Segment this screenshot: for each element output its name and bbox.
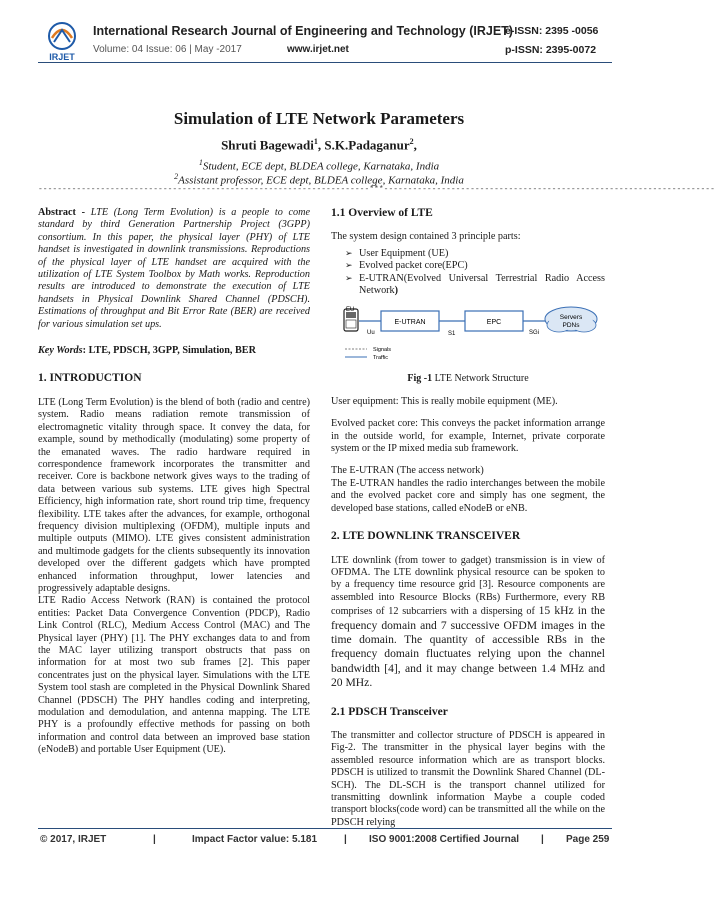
footer-separator: |: [541, 834, 544, 845]
list-item-close: ): [394, 285, 399, 297]
abstract-text: LTE (Long Term Evolution) is a people to come standard by third Generation Partnership Project (3GPP) consortium. In this paper, the physical layer (PHY) of LTE handset is investigated in downlink transmissions. Reproductions of the physical layer of LTE handset are acquired with the utilization of LTE System Toolbox by Math works. Reproduction results are introduced to demonstrate the execution of LTE handsets in Physical Downlink Shared Channel (PDSCH). Estimations of throughput and Bit Error Rate (BER) are received for various simulation set ups.: [38, 207, 310, 330]
footer-copyright: © 2017, IRJET: [40, 834, 107, 845]
component-list: [331, 248, 605, 298]
eutran-title: The E-UTRAN (The access network): [331, 465, 484, 477]
figure-caption: [331, 373, 605, 385]
uu-label: Uu: [367, 330, 375, 337]
e-issn: e-ISSN: 2395 -0056: [505, 25, 599, 37]
figure-caption-text: LTE Network Structure: [432, 373, 529, 385]
figure-caption-label: Fig -1: [407, 373, 433, 385]
logo-wordmark: IRJET: [49, 52, 75, 62]
affiliation-1: [0, 158, 638, 173]
legend-signals: Signals: [373, 347, 392, 354]
epc-description: Evolved packet core: This conveys the packet information arrange in the outside world, for example, Internet, private corporate system or the IP mixed media sub framework.: [331, 418, 605, 455]
eutran-description: The E-UTRAN handles the radio interchanges between the mobile and the evolved packet core and simply has one segment, the developed base stations, called eNodeB or eNB.: [331, 477, 605, 514]
lte-network-figure: [331, 305, 605, 371]
overview-intro: The system design contained 3 principle parts:: [331, 231, 521, 243]
footer-impact-factor: Impact Factor value: 5.181: [192, 834, 318, 845]
author-sep: ,: [317, 137, 325, 153]
eutran-label: E-UTRAN: [394, 319, 426, 327]
transceiver-paragraph: [331, 555, 605, 691]
keywords-label: Key Words: [38, 345, 83, 357]
pdsch-paragraph: The transmitter and collector structure of PDSCH is appeared in Fig-2. The transmitter in the physical layer begins with the assembled resource information which are as transport blocks. PDSCH is utilized to transmit the Downlink Shared Channel (DL-SCH). The DL-SCH is the transport channel utilized for transmitting downlink information Maybe a couple coded transport blocks(code word) can be transmitted all the while on the PDSCH relying: [331, 729, 605, 828]
author-tail: ,: [413, 137, 417, 153]
abstract: [38, 207, 310, 331]
list-item: [347, 273, 605, 298]
pdns-label: PDNs: [562, 322, 580, 330]
network-diagram: [331, 305, 605, 371]
sgi-label: SGi: [529, 330, 540, 337]
affiliation-2-text: Assistant professor, ECE dept, BLDEA college, Karnataka, India: [178, 174, 464, 187]
servers-label: Servers: [559, 314, 583, 322]
affiliation-2-mark: 2: [174, 172, 179, 181]
footer-page-number: Page 259: [566, 834, 610, 845]
intro-paragraph-2: LTE Radio Access Network (RAN) is contained the protocol entities: Packet Data Convergence Convention (PDCP), Radio Link Control (RLC), Medium Access Control (MAC) and The Physical layer (PHY) [1]. The PHY exchanges data to and from the MAC layer utilizing transport obstructs that pass on information for at most two sub frames [2]. This paper concentrates just on the physical layer. Simulations with the LTE System tool stash are completed in the Physical Downlink Shared Channel (PDSCH) The PHY handles coding and interpreting, modulation and demodulation, and antenna mapping. The LTE PHY is a profoundly effective methods for passing on both information and control data between an improved base station (eNodeB) and portable User Equipment (UE).: [38, 595, 310, 756]
s1-label: S1: [448, 331, 456, 338]
footer-separator: |: [153, 834, 156, 845]
overview-heading: 1.1 Overview of LTE: [331, 207, 433, 219]
paper-title: Simulation of LTE Network Parameters: [173, 109, 465, 128]
transceiver-text-a: LTE downlink (from tower to gadget) transmission is in view of OFDMA. The LTE downlink physical resource can be spoken to by a frequency time resource grid [3]. Resource components are assembled into Resource Blocks (RBs) Furthermore, every RB comprises of 12 subcarriers with a dispersing of: [331, 554, 605, 618]
legend-traffic: Traffic: [373, 355, 388, 362]
epc-label: EPC: [486, 319, 502, 327]
footer-iso: ISO 9001:2008 Certified Journal: [369, 834, 520, 845]
list-item: ➢ User Equipment (UE): [347, 248, 605, 260]
ue-description: User equipment: This is really mobile equipment (ME).: [331, 395, 558, 407]
author-2-mark: 2: [409, 137, 414, 146]
section-separator: ---------------------------------------------------------------------***---------------------------------------------------------------------: [38, 185, 715, 194]
transceiver-heading: 2. LTE DOWNLINK TRANSCEIVER: [331, 530, 521, 543]
p-issn: p-ISSN: 2395-0072: [505, 44, 597, 56]
journal-url[interactable]: www.irjet.net: [287, 44, 349, 55]
list-item-text: E-UTRAN(Evolved Universal Terrestrial Radio Access Network: [359, 272, 605, 297]
keywords: [38, 345, 310, 357]
header-rule: [38, 62, 612, 63]
intro-paragraph-1: LTE (Long Term Evolution) is the blend of both (radio and centre) system. Radio means radiation remote transmission of electromagnetic vitality through space. It convey the data, for example, sound by methodically (modulating) some property of the emanated waves. The radio hardware required in correspondence framework incorporates the transmitter and receiver. Core is backbone network gives ways to the trading of data between various sub systems. LTE gives high Spectral Efficiency, high information rate, short round trip time, frequency flexibility. LTE takes after the advances, for example, orthogonal frequency division multiplexing (OFDM), multiple inputs and multiple outputs (MIMO). LTE gives consistent administration and multimode gadgets for the clients subsequently its innovation developed over the different gadgets which have prompted enhanced information throughput, lower latencies and progressively adaptable designs.: [38, 396, 310, 594]
keywords-text: : LTE, PDSCH, 3GPP, Simulation, BER: [82, 345, 256, 357]
right-column: [331, 207, 605, 829]
footer-rule: [38, 828, 612, 829]
list-item: ➢ Evolved packet core(EPC): [347, 260, 605, 272]
affiliation-1-mark: 1: [198, 158, 203, 167]
journal-name: International Research Journal of Engineering and Technology (IRJET): [93, 24, 513, 38]
pdsch-heading: 2.1 PDSCH Transceiver: [331, 705, 448, 718]
author-list: [0, 137, 638, 153]
footer-separator: |: [344, 834, 347, 845]
left-column: [38, 207, 310, 757]
affiliation-1-text: Student, ECE dept, BLDEA college, Karnataka, India: [202, 160, 440, 173]
author-1-mark: 1: [313, 137, 318, 146]
author-1: Shruti Bagewadi: [221, 137, 314, 153]
volume-issue: Volume: 04 Issue: 06 | May -2017: [93, 44, 242, 55]
author-2: S.K.Padaganur: [324, 137, 410, 153]
abstract-label: Abstract -: [38, 207, 85, 218]
ue-label: EU: [346, 307, 355, 314]
intro-heading: 1. INTRODUCTION: [38, 372, 142, 385]
transceiver-text-b: 15 kHz in the frequency domain and 7 successive OFDM images in the time domain. The quantity of accessible RBs in the frequency domain fluctuates relying upon the channel bandwidth [4], and it may change between 1.4 MHz and 20 MHz.: [331, 604, 605, 690]
